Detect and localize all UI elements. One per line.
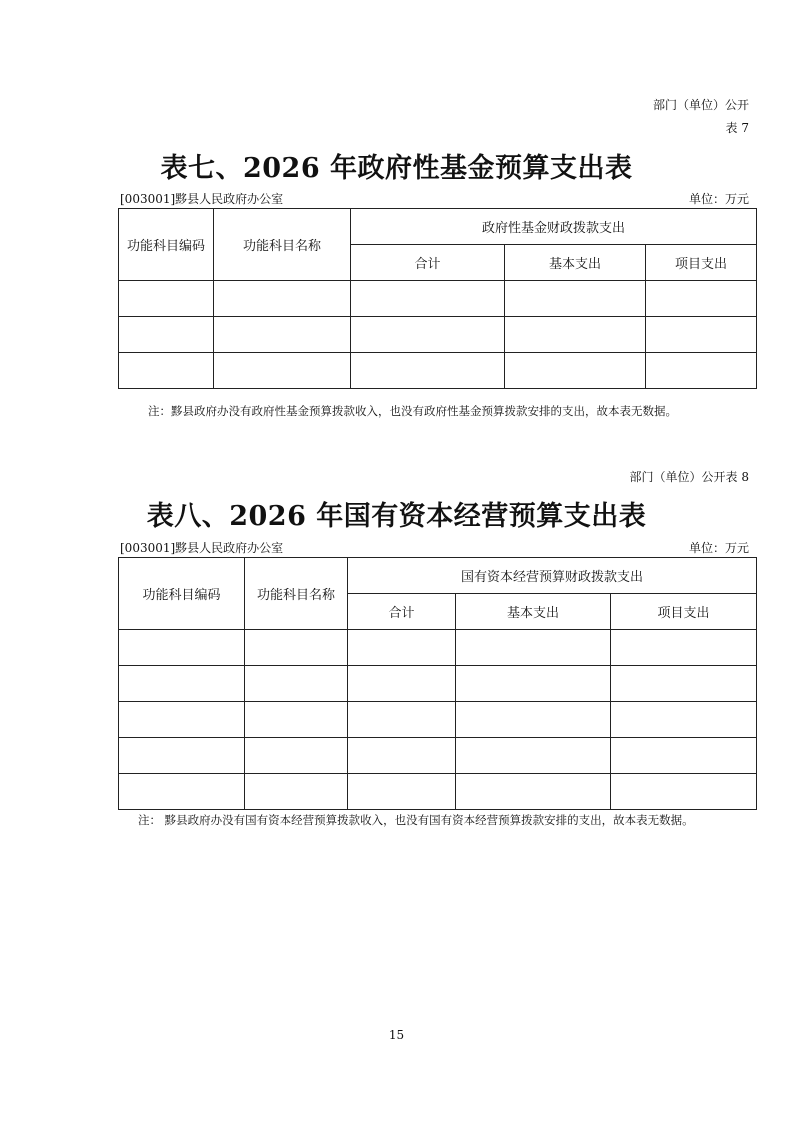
table-cell (505, 281, 646, 317)
table-cell (245, 738, 348, 774)
table-cell (646, 317, 757, 353)
table-cell (245, 702, 348, 738)
table7 (118, 208, 757, 389)
table-cell (351, 317, 505, 353)
table8-title: 表八、2026 年国有资本经营预算支出表 (146, 501, 647, 532)
table-number-label: 表 7 (725, 121, 749, 135)
table-cell (214, 281, 351, 317)
table-cell (456, 630, 611, 666)
table-cell (119, 630, 245, 666)
table7-note: 注：黟县政府办没有政府性基金预算拨款收入，也没有政府性基金预算拨款安排的支出，故本表无数据。 (148, 404, 677, 418)
table8-group-header: 国有资本经营预算财政拨款支出 (348, 558, 757, 594)
table-cell (119, 353, 214, 389)
table-cell (214, 353, 351, 389)
table-cell (119, 281, 214, 317)
table-cell (348, 666, 456, 702)
table8-col-project: 项目支出 (611, 594, 757, 630)
table-row (119, 666, 757, 702)
table-cell (348, 738, 456, 774)
table-cell (611, 666, 757, 702)
table-row (119, 702, 757, 738)
table-cell (611, 738, 757, 774)
table-cell (119, 774, 245, 810)
table8-header-label: 部门（单位）公开表 8 (629, 470, 749, 484)
table-row (119, 353, 757, 389)
table-cell (348, 630, 456, 666)
table-cell (119, 702, 245, 738)
table-cell (456, 774, 611, 810)
table-row (119, 630, 757, 666)
table-row (119, 774, 757, 810)
table7-col-code: 功能科目编码 (119, 209, 214, 281)
table-cell (505, 353, 646, 389)
table8-note: 注： 黟县政府办没有国有资本经营预算拨款收入，也没有国有资本经营预算拨款安排的支出，故本表无数据。 (138, 813, 694, 827)
table7-org: [003001]黟县人民政府办公室 (120, 192, 284, 206)
table-row (119, 738, 757, 774)
table-cell (611, 630, 757, 666)
table-cell (646, 281, 757, 317)
table-cell (611, 702, 757, 738)
table-cell (119, 738, 245, 774)
table-cell (348, 702, 456, 738)
table7-col-name: 功能科目名称 (214, 209, 351, 281)
table-cell (348, 774, 456, 810)
table8 (118, 557, 757, 810)
table7-group-header: 政府性基金财政拨款支出 (351, 209, 757, 245)
table8-org: [003001]黟县人民政府办公室 (120, 541, 284, 555)
table-cell (351, 353, 505, 389)
table-cell (245, 666, 348, 702)
table-cell (456, 738, 611, 774)
table8-col-code: 功能科目编码 (119, 558, 245, 630)
table-cell (646, 353, 757, 389)
table-cell (505, 317, 646, 353)
table7-unit: 单位：万元 (688, 192, 749, 206)
table-cell (214, 317, 351, 353)
table-cell (119, 317, 214, 353)
table-cell (611, 774, 757, 810)
table-cell (351, 281, 505, 317)
table-row (119, 281, 757, 317)
table-cell (245, 630, 348, 666)
table7-col-basic: 基本支出 (505, 245, 646, 281)
page-number: 15 (388, 1028, 405, 1042)
doc-header-label: 部门（单位）公开 (652, 98, 749, 112)
table-row (119, 317, 757, 353)
table-cell (119, 666, 245, 702)
table-cell (456, 666, 611, 702)
table8-unit: 单位：万元 (688, 541, 749, 555)
table8-col-basic: 基本支出 (456, 594, 611, 630)
table8-col-name: 功能科目名称 (245, 558, 348, 630)
table7-col-project: 项目支出 (646, 245, 757, 281)
table7-col-total: 合计 (351, 245, 505, 281)
table8-col-total: 合计 (348, 594, 456, 630)
table7-title: 表七、2026 年政府性基金预算支出表 (160, 153, 633, 184)
table-cell (456, 702, 611, 738)
table-cell (245, 774, 348, 810)
